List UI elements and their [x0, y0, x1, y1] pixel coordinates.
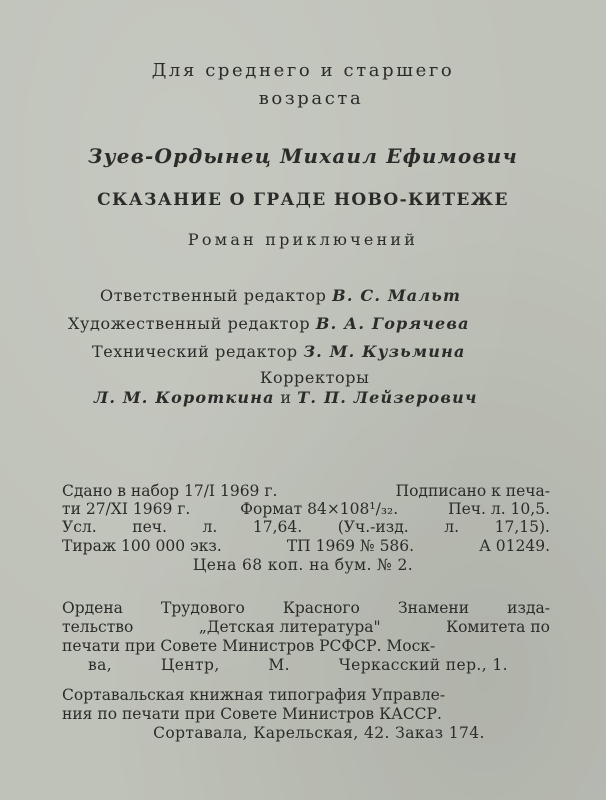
- publisher-text: Комитета по: [446, 618, 550, 636]
- author-name: Зуев-Ордынец Михаил Ефимович: [88, 144, 518, 168]
- print-info-line-3: [62, 520, 550, 536]
- print-info-text: Тираж 100 000 экз.: [62, 537, 222, 555]
- audience-line-1: Для среднего и старшего: [151, 60, 455, 81]
- print-info-text: ти 27/XI 1969 г.: [62, 500, 191, 518]
- print-info-text: Усл.: [62, 518, 97, 536]
- print-info-text: л.: [444, 518, 460, 536]
- credit-person: В. С. Мальт: [332, 286, 462, 305]
- credit-tech-editor: [92, 344, 466, 360]
- printer-text: Сортавальская книжная типография Управле-: [62, 686, 446, 704]
- credit-person: Т. П. Лейзерович: [297, 388, 478, 407]
- credit-person: Л. М. Короткина: [94, 388, 275, 407]
- book-genre: Роман приключений: [187, 230, 419, 249]
- print-info-text: Подписано к печа-: [395, 482, 550, 500]
- credit-proofreaders-names: [94, 390, 478, 406]
- printer-line-1: [62, 688, 550, 704]
- print-info-line-4: [62, 539, 550, 555]
- publisher-text: тельство: [62, 618, 134, 636]
- print-info-text: ТП 1969 № 586.: [286, 537, 415, 555]
- publisher-text: Знамени: [397, 599, 470, 617]
- publisher-text: печати при Совете Министров РСФСР. Моск-: [62, 637, 436, 655]
- printer-line-3: Сортавала, Карельская, 42. Заказ 174.: [153, 724, 485, 742]
- print-info-text: (Уч.-изд.: [337, 518, 409, 536]
- print-info-text: 17,64.: [252, 518, 303, 536]
- publisher-line-3: [62, 639, 550, 655]
- print-info-text: Печ. л. 10,5.: [448, 500, 550, 518]
- publisher-text: Красного: [282, 599, 360, 617]
- credit-responsible-editor: [100, 288, 461, 304]
- publisher-text: Трудового: [161, 599, 245, 617]
- credit-role: Ответственный редактор: [100, 286, 327, 305]
- publisher-text: „Детская литература": [198, 618, 381, 636]
- publisher-line-2: [62, 620, 550, 636]
- book-title: СКАЗАНИЕ О ГРАДЕ НОВО-КИТЕЖЕ: [97, 190, 509, 210]
- print-info-price: Цена 68 коп. на бум. № 2.: [192, 556, 414, 574]
- publisher-text: ва,: [88, 656, 113, 674]
- credit-person: В. А. Горячева: [315, 314, 470, 333]
- credit-role: Технический редактор: [92, 342, 298, 361]
- print-info-line-1: [62, 484, 550, 500]
- print-info-text: Сдано в набор 17/I 1969 г.: [62, 482, 278, 500]
- print-info-line-2: [62, 502, 550, 518]
- print-info-text: А 01249.: [479, 537, 550, 555]
- publisher-text: М.: [268, 656, 291, 674]
- print-info-text: печ.: [132, 518, 167, 536]
- credit-conjunction: и: [280, 388, 292, 407]
- publisher-text: Черкасский пер., 1.: [338, 656, 508, 674]
- print-info-text: л.: [202, 518, 218, 536]
- audience-line-2: возраста: [258, 88, 364, 109]
- publisher-text: изда-: [507, 599, 550, 617]
- publisher-text: Центр,: [160, 656, 220, 674]
- credit-role: Художественный редактор: [68, 314, 311, 333]
- publisher-line-4: [88, 658, 508, 674]
- publisher-line-1: [62, 601, 550, 617]
- print-info-text: Формат 84×108¹/₃₂.: [240, 500, 399, 518]
- print-info-text: 17,15).: [494, 518, 550, 536]
- credit-art-editor: [68, 316, 470, 332]
- credit-person: З. М. Кузьмина: [303, 342, 466, 361]
- publisher-text: Ордена: [62, 599, 123, 617]
- printer-text: ния по печати при Совете Министров КАССР.: [62, 705, 442, 723]
- credit-proofreaders-role: Корректоры: [260, 368, 370, 387]
- printer-line-2: [62, 707, 550, 723]
